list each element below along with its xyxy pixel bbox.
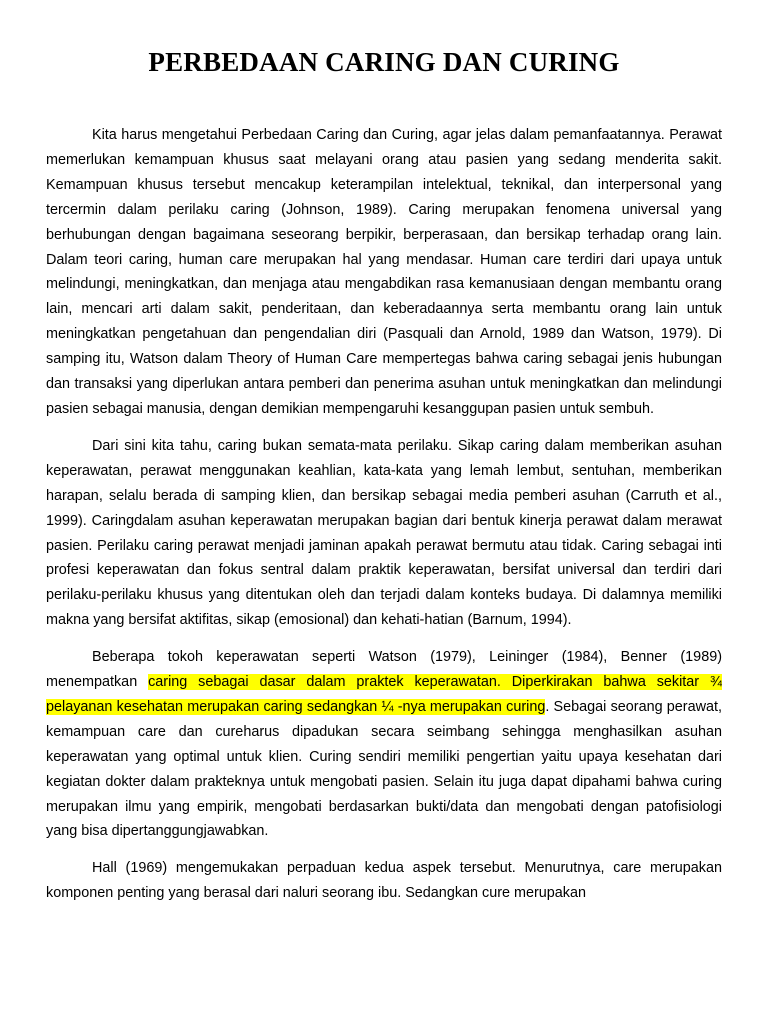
document-body [46,123,722,906]
document-title: PERBEDAAN CARING DAN CURING [148,47,620,77]
paragraph-4: Hall (1969) mengemukakan perpaduan kedua aspek tersebut. Menurutnya, care merupakan komponen penting yang berasal dari naluri seorang ibu. Sedangkan cure merupakan [46,860,722,902]
paragraph-1: Kita harus mengetahui Perbedaan Caring dan Curing, agar jelas dalam pemanfaatannya. Perawat memerlukan kemampuan khusus saat melayani orang atau pasien yang sedang menderita sakit. Kemampuan khusus tersebut mencakup keterampilan intelektual, teknikal, dan interpersonal yang tercermin dalam perilaku caring (Johnson, 1989). Caring merupakan fenomena universal yang berhubungan dengan bagaimana seseorang berpikir, berperasaan, dan bersikap terhadap orang lain. Dalam teori caring, human care merupakan hal yang mendasar. Human care terdiri dari upaya untuk melindungi, meningkatkan, dan menjaga atau mengabdikan rasa kemanusiaan dengan membantu orang lain, mencari arti dalam sakit, penderitaan, dan keberadaannya serta membantu orang lain untuk meningkatkan pengetahuan dan pengendalian diri (Pasquali dan Arnold, 1989 dan Watson, 1979). Di samping itu, Watson dalam Theory of Human Care mempertegas bahwa caring sebagai jenis hubungan dan transaksi yang diperlukan antara pemberi dan penerima asuhan untuk meningkatkan dan melindungi pasien sebagai manusia, dengan demikian mempengaruhi kesanggupan pasien untuk sembuh. [46,127,722,417]
paragraph-3-text-after: . Sebagai seorang perawat, kemampuan care dan cureharus dipadukan secara seimbang sehingga menghasilkan asuhan keperawatan yang optimal untuk klien. Curing sendiri memiliki pengertian yaitu upaya kesehatan dari kegiatan dokter dalam prakteknya untuk mengobati pasien. Selain itu juga dapat dipahami bahwa curing merupakan ilmu yang empirik, mengobati berdasarkan bukti/data dan mengobati dengan patofisiologi yang bisa dipertanggungjawabkan. [46,698,722,840]
paragraph-2: Dari sini kita tahu, caring bukan semata-mata perilaku. Sikap caring dalam memberikan asuhan keperawatan, perawat menggunakan keahlian, kata-kata yang lemah lembut, sentuhan, memberikan harapan, selalu berada di samping klien, dan bersikap sebagai media pemberi asuhan (Carruth et al., 1999). Caringdalam asuhan keperawatan merupakan bagian dari bentuk kinerja perawat dalam merawat pasien. Perilaku caring perawat menjadi jaminan apakah perawat bermutu atau tidak. Caring sebagai inti profesi keperawatan dan fokus sentral dalam praktik keperawatan, bersifat universal dan terdiri dari perilaku-perilaku khusus yang ditentukan oleh dan terjadi dalam konteks budaya. Di dalamnya memiliki makna yang bersifat aktifitas, sikap (emosional) dan kehati-hatian (Barnum, 1994). [46,437,722,629]
highlighted-text: caring sebagai dasar dalam praktek keperawatan. Diperkirakan bahwa sekitar ¾ pelayanan kesehatan merupakan caring sedangkan ¼ -nya merupakan curing [46,674,722,715]
document-page [46,0,722,1024]
paragraph-3 [46,645,722,844]
paragraph-3-text-before: Beberapa tokoh keperawatan seperti Watson (1979), Leininger (1984), Benner (1989) menempatkan [46,649,722,691]
